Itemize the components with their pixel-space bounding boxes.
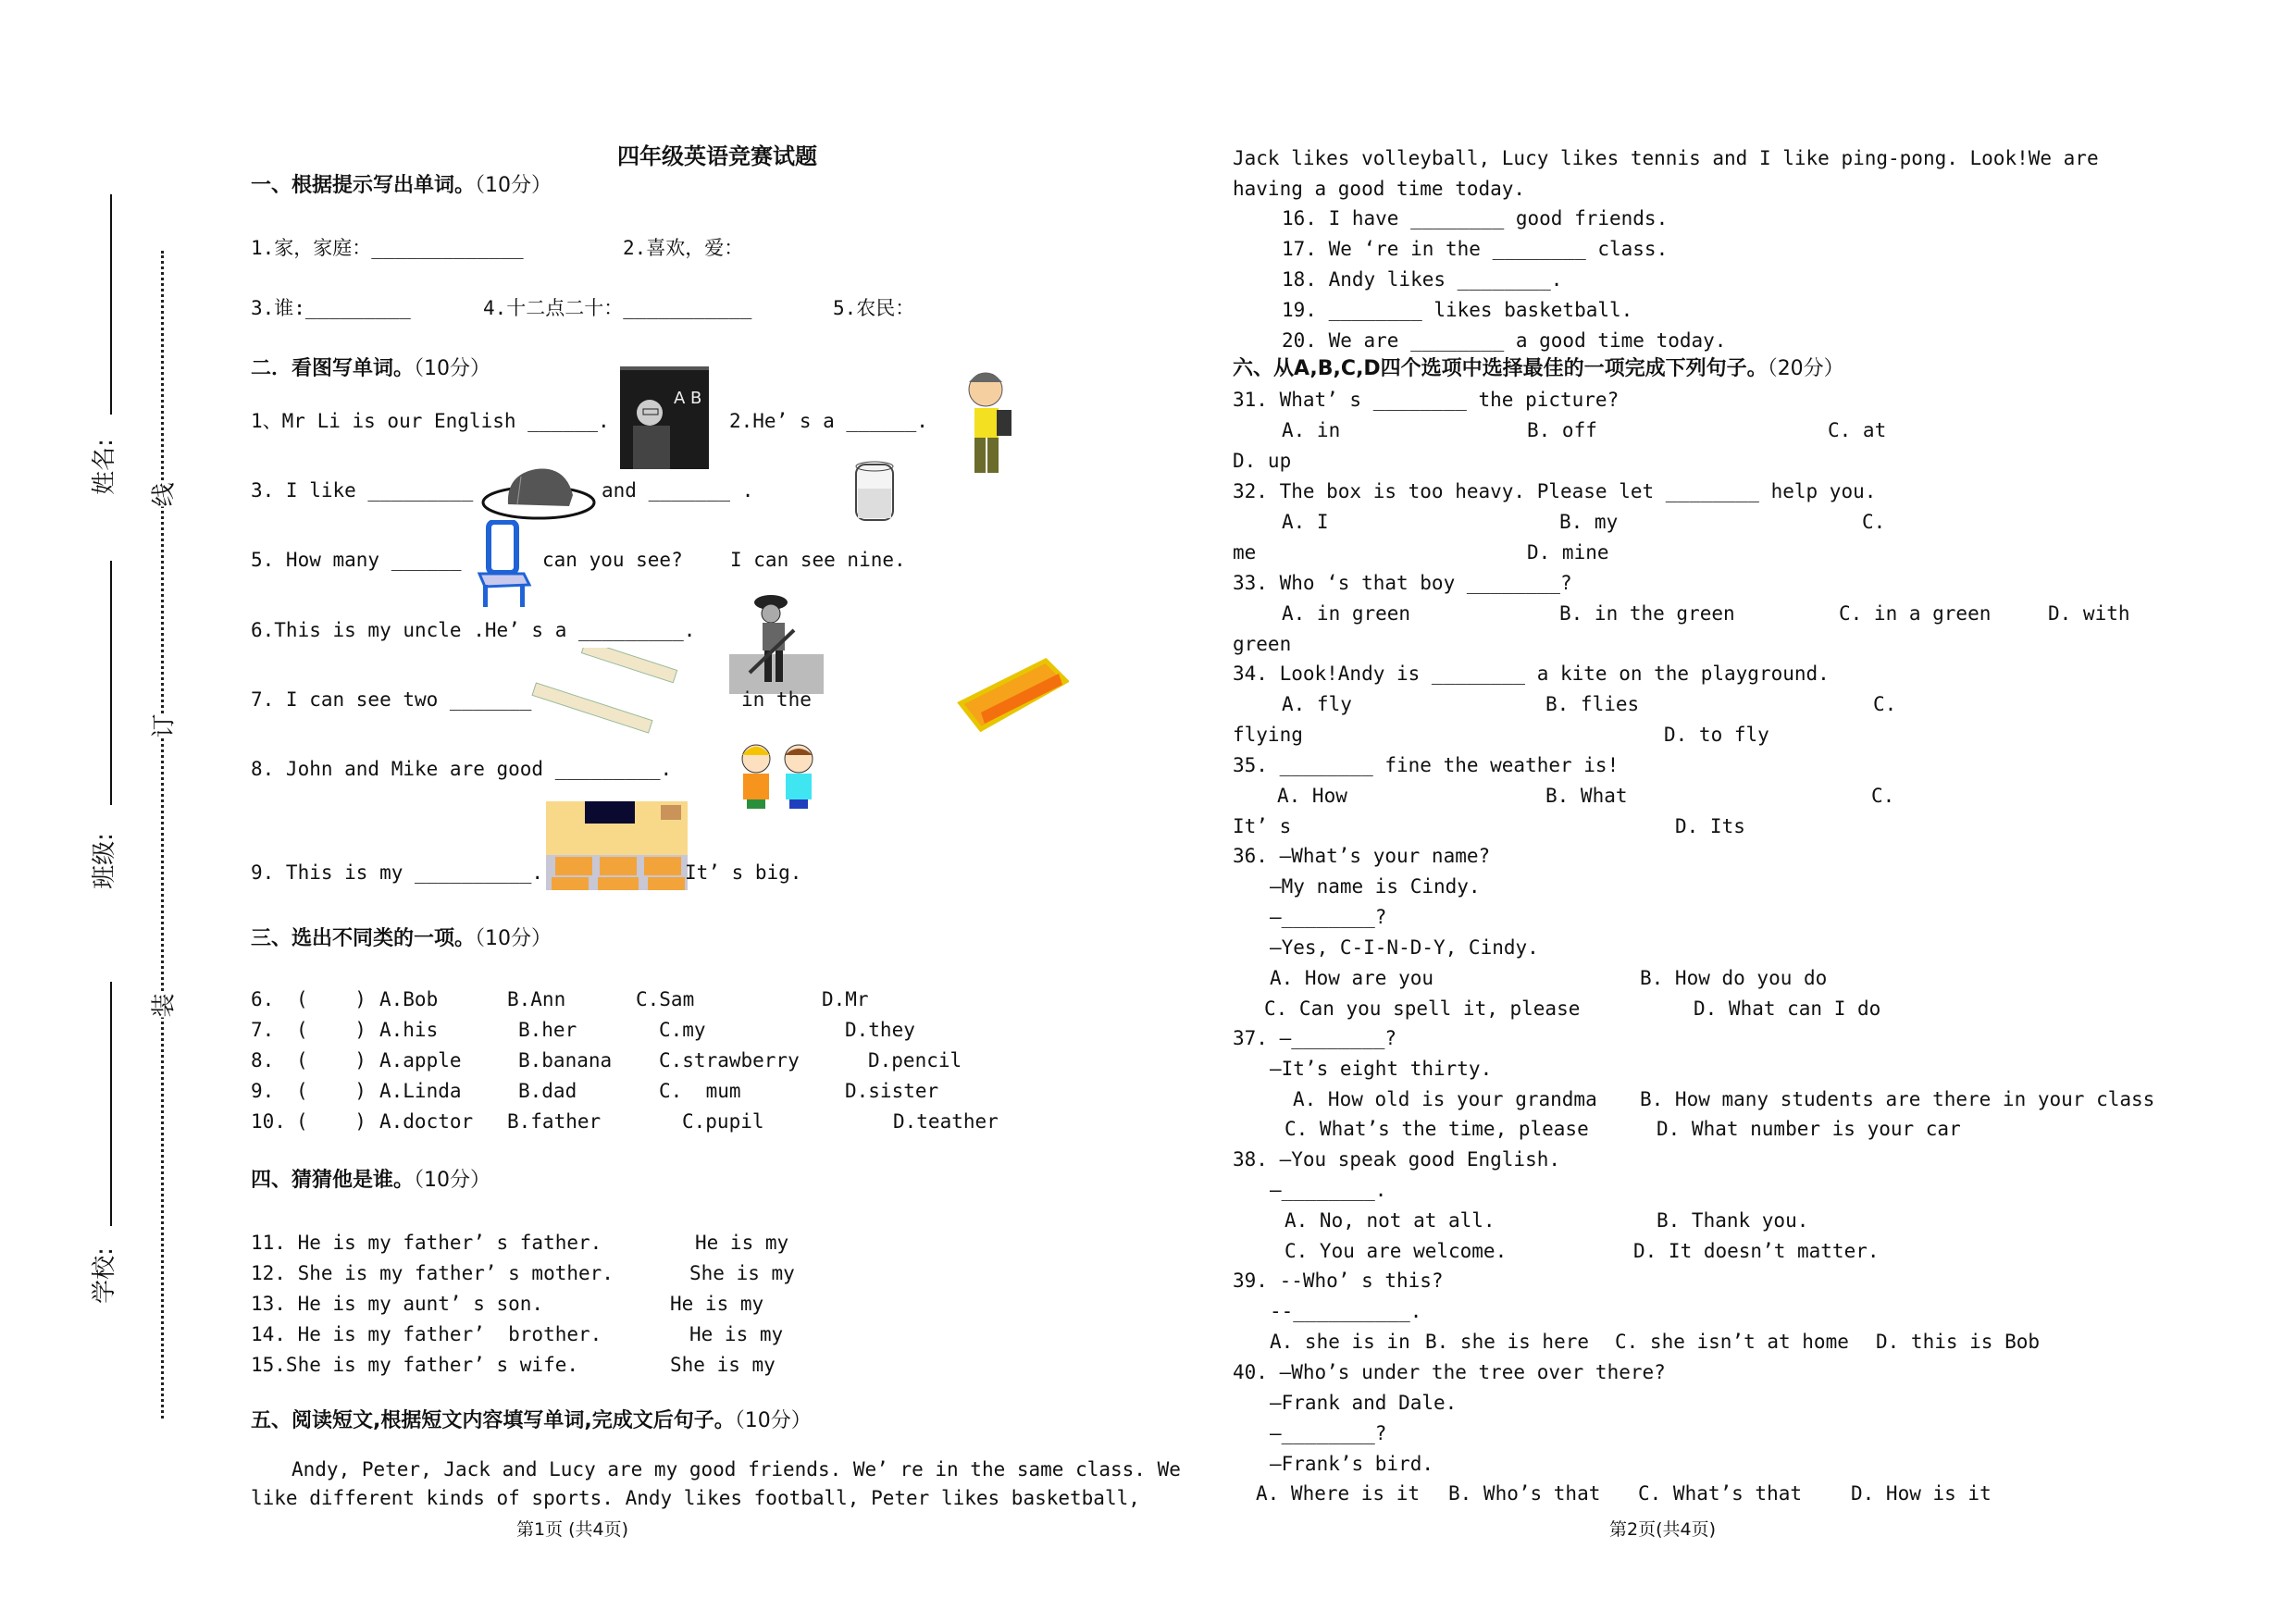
picture-question-text: can you see? (542, 549, 683, 571)
option-a: A. How (1277, 785, 1347, 807)
option-c: C. she isn’t at home (1615, 1331, 1849, 1353)
fill-blank-question: 20. We are ________ a good time today. (1282, 329, 1727, 352)
option-b: B.her (518, 1019, 577, 1041)
school-label: 学校: (90, 1247, 118, 1304)
option-b: B. What (1545, 785, 1628, 807)
option-b: B. she is here (1425, 1331, 1590, 1353)
section-score: （20分） (1767, 357, 1844, 380)
word-prompt: 4.十二点二十：___________ (483, 297, 752, 319)
section-heading (1233, 354, 1844, 384)
option-b: B.dad (518, 1080, 577, 1102)
chair-picture (476, 520, 535, 608)
option-a: A. she is in (1270, 1331, 1410, 1353)
clue-sentence: 13. He is my aunt’ s son. (251, 1293, 544, 1315)
answer-bracket: ( ) (296, 1110, 366, 1133)
farmer-picture (729, 593, 824, 694)
page-footer: 第1页 (共4页) (516, 1519, 629, 1540)
option-a: A.doctor (379, 1110, 474, 1133)
option-c: C. You are welcome. (1285, 1240, 1508, 1262)
option-d: D. mine (1527, 541, 1609, 564)
option-b: B. my (1559, 511, 1619, 533)
option-d: D. What can I do (1694, 997, 1881, 1020)
answer-prompt: She is my (689, 1262, 795, 1284)
page-title: 四年级英语竞赛试题 (617, 143, 817, 169)
option-b: B.father (507, 1110, 602, 1133)
option-b: B.banana (518, 1049, 613, 1072)
dialogue-line: —My name is Cindy. (1270, 875, 1481, 898)
option-b: B. flies (1545, 693, 1640, 715)
question-number: 9. (251, 1080, 275, 1102)
passage-line: Jack likes volleyball, Lucy likes tennis and I like ping-pong. Look!We are (1233, 147, 2099, 169)
option-c: C. in a green (1839, 602, 1992, 625)
section-title: 二．看图写单词。 (251, 357, 415, 380)
dialogue-line: 37. —________? (1233, 1027, 1397, 1049)
option-d: D. to fly (1664, 724, 1769, 746)
question-text: 34. Look!Andy is ________ a kite on the playground. (1233, 663, 1830, 685)
class-label: 班级: (90, 833, 118, 889)
option-a: A. No, not at all. (1285, 1209, 1496, 1232)
page-footer: 第2页(共4页) (1609, 1519, 1717, 1540)
option-a: A. How are you (1270, 967, 1434, 989)
pencil-case-picture (957, 657, 1069, 738)
question-number: 6. (251, 988, 275, 1010)
passage-line: like different kinds of sports. Andy likes football, Peter likes basketball, (251, 1487, 1140, 1509)
option-d: D.they (845, 1019, 915, 1041)
dialogue-line: —Frank’s bird. (1270, 1453, 1434, 1475)
passage-line: Andy, Peter, Jack and Lucy are my good friends. We’ re in the same class. We (292, 1458, 1181, 1481)
option-d: D.sister (845, 1080, 939, 1102)
dialogue-line: —Yes, C-I-N-D-Y, Cindy. (1270, 936, 1539, 959)
picture-question-text: 8. John and Mike are good _________. (251, 758, 673, 780)
option-c: C.Sam (636, 988, 695, 1010)
dialogue-line: —________? (1270, 1422, 1387, 1444)
section-score: （10分） (475, 174, 552, 197)
option-b: B. How many students are there in your class (1640, 1088, 2155, 1110)
word-prompt: 1.家，家庭：_____________ (251, 237, 524, 259)
option-c: C.pupil (682, 1110, 764, 1133)
picture-question-text: 7. I can see two _______ (251, 688, 532, 711)
option-a: A.Linda (379, 1080, 462, 1102)
question-text: 35. ________ fine the weather is! (1233, 754, 1620, 776)
answer-bracket: ( ) (296, 988, 366, 1010)
question-number: 8. (251, 1049, 275, 1072)
teacher-picture (620, 366, 709, 469)
section-heading (251, 1166, 490, 1196)
word-prompt: 2.喜欢，爱： (623, 237, 744, 259)
option-a: A.apple (379, 1049, 462, 1072)
section-title: 三、选出不同类的一项。 (251, 927, 476, 950)
dialogue-line: 36. —What’s your name? (1233, 845, 1491, 867)
answer-prompt: He is my (689, 1323, 784, 1345)
name-line (110, 194, 112, 415)
section-title: 五、阅读短文,根据短文内容填写单词,完成文后句子。 (251, 1409, 735, 1432)
option-d: D.teather (893, 1110, 999, 1133)
option-c: C. (1873, 693, 1897, 715)
option-c: me (1233, 541, 1257, 564)
passage-line: having a good time today. (1233, 178, 1526, 200)
classroom-picture (546, 801, 688, 890)
fill-blank-question: 18. Andy likes ________. (1282, 268, 1563, 291)
option-d: D. Its (1675, 815, 1745, 837)
section-heading (251, 171, 552, 201)
option-b: B. in the green (1559, 602, 1735, 625)
option-b: B. Who’s that (1448, 1482, 1601, 1505)
dialogue-line: --__________. (1270, 1300, 1422, 1322)
answer-bracket: ( ) (296, 1049, 366, 1072)
clue-sentence: 14. He is my father’ brother. (251, 1323, 602, 1345)
word-prompt: 3.谁:_________ (251, 297, 411, 319)
class-line (110, 561, 112, 805)
picture-question-text: It’ s big. (685, 861, 802, 884)
cut-line-label: 装 (145, 993, 180, 1017)
option-b: B. How do you do (1640, 967, 1828, 989)
question-number: 10. (251, 1110, 286, 1133)
school-line (110, 982, 112, 1226)
option-c: C. What’s that (1638, 1482, 1803, 1505)
option-c: flying (1233, 724, 1303, 746)
option-d: D. It doesn’t matter. (1633, 1240, 1880, 1262)
dialogue-line: —________? (1270, 906, 1387, 928)
question-text: 33. Who ‘s that boy ________? (1233, 572, 1572, 594)
section-title: 一、根据提示写出单词。 (251, 174, 476, 197)
picture-question-text: 1、Mr Li is our English ______. (251, 410, 610, 432)
bread-picture (480, 458, 598, 520)
option-b: B.Ann (507, 988, 566, 1010)
option-d: D.Mr (822, 988, 869, 1010)
section-title: 六、从A,B,C,D四个选项中选择最佳的一项完成下列句子。 (1233, 357, 1768, 380)
option-c: C. What’s the time, please (1285, 1118, 1589, 1140)
question-text: 31. What’ s ________ the picture? (1233, 389, 1620, 411)
answer-bracket: ( ) (296, 1019, 366, 1041)
clue-sentence: 11. He is my father’ s father. (251, 1232, 602, 1254)
option-d: D. How is it (1851, 1482, 1992, 1505)
clue-sentence: 15.She is my father’ s wife. (251, 1354, 579, 1376)
question-text: 32. The box is too heavy. Please let ________ help you. (1233, 480, 1877, 502)
option-c: C. at (1828, 419, 1887, 441)
picture-question-text: I can see nine. (730, 549, 906, 571)
fill-blank-question: 17. We ‘re in the ________ class. (1282, 238, 1669, 260)
answer-bracket: ( ) (296, 1080, 366, 1102)
option-b: B. Thank you. (1657, 1209, 1809, 1232)
picture-question-text: 9. This is my __________. (251, 861, 544, 884)
option-d: D. up (1233, 450, 1292, 472)
dialogue-line: —________. (1270, 1179, 1387, 1201)
dialogue-line: —Frank and Dale. (1270, 1392, 1458, 1414)
picture-question-text: 2.He’ s a ______. (729, 410, 928, 432)
fill-blank-question: 16. I have ________ good friends. (1282, 207, 1669, 229)
rulers-picture (531, 648, 679, 745)
option-a: A. Where is it (1256, 1482, 1421, 1505)
picture-question-text: in the (741, 688, 812, 711)
section-heading (251, 924, 552, 954)
picture-question-text: and _______ . (602, 479, 754, 502)
clue-sentence: 12. She is my father’ s mother. (251, 1262, 614, 1284)
option-a: A. fly (1282, 693, 1352, 715)
two-friends-picture (734, 738, 824, 824)
section-score: （10分） (734, 1409, 812, 1432)
answer-prompt: He is my (695, 1232, 789, 1254)
section-title: 四、猜猜他是谁。 (251, 1169, 415, 1192)
dialogue-line: 40. —Who’s under the tree over there? (1233, 1361, 1666, 1383)
option-c: C. Can you spell it, please (1264, 997, 1581, 1020)
option-d: D. this is Bob (1876, 1331, 2041, 1353)
question-number: 7. (251, 1019, 275, 1041)
dialogue-line: 39. --Who’ s this? (1233, 1270, 1444, 1292)
option-c: C.strawberry (659, 1049, 800, 1072)
answer-prompt: She is my (670, 1354, 776, 1376)
option-c: It’ s (1233, 815, 1292, 837)
dialogue-line: 38. —You speak good English. (1233, 1148, 1561, 1171)
svg-text:A B: A B (674, 389, 702, 408)
binding-dashed-line (161, 251, 164, 1419)
section-score: （10分） (414, 1169, 491, 1192)
picture-question-text: 3. I like _________ (251, 479, 474, 502)
option-b: B. off (1527, 419, 1597, 441)
cut-line-label: 线 (145, 482, 180, 506)
option-c: C. (1862, 511, 1886, 533)
option-d: D.pencil (868, 1049, 962, 1072)
option-a: A.his (379, 1019, 439, 1041)
name-label: 姓名: (90, 439, 118, 495)
section-score: （10分） (414, 357, 491, 380)
option-c: C. (1871, 785, 1895, 807)
section-score: （10分） (475, 927, 552, 950)
option-a: A.Bob (379, 988, 439, 1010)
option-a: A. in (1282, 419, 1341, 441)
option-d: D. with (2048, 602, 2130, 625)
option-a: A. How old is your grandma (1293, 1088, 1597, 1110)
cut-line-label: 订 (145, 713, 180, 737)
dialogue-line: —It’s eight thirty. (1270, 1058, 1493, 1080)
boy-student-picture (952, 369, 1026, 480)
option-c: C. mum (659, 1080, 741, 1102)
word-prompt: 5.农民： (833, 297, 915, 319)
option-d: D. What number is your car (1657, 1118, 1961, 1140)
option-a: A. I (1282, 511, 1329, 533)
glass-of-water-picture (853, 461, 896, 524)
answer-prompt: He is my (670, 1293, 764, 1315)
section-heading (251, 354, 490, 384)
fill-blank-question: 19. ________ likes basketball. (1282, 299, 1633, 321)
picture-question-text: 6.This is my uncle .He’ s a _________. (251, 619, 696, 641)
option-a: A. in green (1282, 602, 1411, 625)
section-heading (251, 1406, 812, 1436)
option-c: C.my (659, 1019, 706, 1041)
option-d: green (1233, 633, 1292, 655)
picture-question-text: 5. How many ______ (251, 549, 462, 571)
